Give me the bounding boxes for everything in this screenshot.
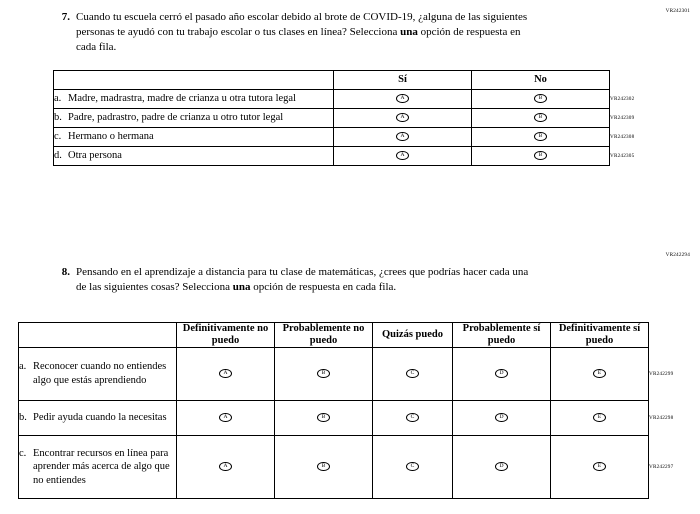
form-code-middle: VR242294 xyxy=(665,252,690,258)
radio-letter: D xyxy=(499,462,504,469)
table-row xyxy=(19,401,681,436)
question-8-text-part1: Pensando en el aprendizaje a distancia para tu clase de matemáticas, ¿crees que podrías hacer cada una de las siguientes cosas? Selecciona xyxy=(76,266,529,293)
radio-oval[interactable] xyxy=(406,369,419,379)
row-code-d: VR242305 xyxy=(610,147,646,166)
bubble-a-3[interactable] xyxy=(373,348,453,401)
row-letter-c: c. xyxy=(54,131,62,143)
radio-oval[interactable] xyxy=(317,369,330,379)
radio-letter: B xyxy=(321,462,326,469)
response-matrix-question-7 xyxy=(53,70,646,166)
question-8 xyxy=(52,265,532,295)
bubble-b-4[interactable] xyxy=(453,401,551,436)
bubble-d-si[interactable] xyxy=(334,147,472,166)
question-8-text-part2: opción de respuesta en cada fila. xyxy=(250,280,397,293)
bubble-b-no[interactable] xyxy=(472,109,610,128)
table-row xyxy=(54,128,646,147)
radio-oval[interactable] xyxy=(396,113,409,123)
column-header-quizas-puedo: Quizás puedo xyxy=(373,323,453,348)
bubble-b-1[interactable] xyxy=(177,401,275,436)
row-code-c: VR242297 xyxy=(649,436,681,499)
header-spacer xyxy=(54,71,334,90)
column-header-probablemente-si-puedo: Probablemente sí puedo xyxy=(453,323,551,348)
radio-oval[interactable] xyxy=(219,413,232,423)
radio-oval[interactable] xyxy=(593,462,606,472)
table-header-row xyxy=(19,323,681,348)
radio-letter: B xyxy=(538,132,543,139)
row-text-a: Madre, madrastra, madre de crianza u otra tutora legal xyxy=(68,93,296,105)
radio-letter: C xyxy=(410,369,415,376)
radio-letter: A xyxy=(400,94,405,101)
radio-oval[interactable] xyxy=(495,413,508,423)
row-code-c: VR242308 xyxy=(610,128,646,147)
radio-oval[interactable] xyxy=(534,132,547,142)
radio-oval[interactable] xyxy=(396,94,409,104)
table-row xyxy=(19,348,681,401)
bubble-c-4[interactable] xyxy=(453,436,551,499)
radio-oval[interactable] xyxy=(495,369,508,379)
bubble-b-2[interactable] xyxy=(275,401,373,436)
question-7-text-part2: opción de respuesta en cada fila. xyxy=(76,25,521,53)
radio-oval[interactable] xyxy=(406,462,419,472)
radio-oval[interactable] xyxy=(219,369,232,379)
column-header-no: No xyxy=(472,71,610,90)
radio-letter: B xyxy=(321,413,326,420)
radio-oval[interactable] xyxy=(317,413,330,423)
question-7-number: 7. xyxy=(61,11,70,23)
row-text-a: Reconocer cuando no entiendes algo que estás aprendiendo xyxy=(33,361,167,387)
code-column-spacer xyxy=(649,323,681,348)
question-7-text-emphasis: una xyxy=(400,25,418,38)
bubble-a-2[interactable] xyxy=(275,348,373,401)
radio-oval[interactable] xyxy=(593,369,606,379)
question-7-text xyxy=(76,10,532,55)
radio-letter: B xyxy=(538,113,543,120)
row-letter-b: b. xyxy=(54,112,62,124)
row-letter-c: c. xyxy=(19,447,27,459)
bubble-b-si[interactable] xyxy=(334,109,472,128)
table-header-row xyxy=(54,71,646,90)
header-spacer xyxy=(19,323,177,348)
table-row xyxy=(54,109,646,128)
radio-letter: E xyxy=(597,369,602,376)
response-matrix-question-8 xyxy=(18,322,681,499)
table-row xyxy=(19,436,681,499)
radio-letter: C xyxy=(410,462,415,469)
radio-oval[interactable] xyxy=(593,413,606,423)
bubble-b-5[interactable] xyxy=(551,401,649,436)
column-header-definitivamente-si-puedo: Definitivamente sí puedo xyxy=(551,323,649,348)
radio-oval[interactable] xyxy=(317,462,330,472)
question-8-number: 8. xyxy=(61,266,70,278)
row-code-a: VR242299 xyxy=(649,348,681,401)
bubble-c-1[interactable] xyxy=(177,436,275,499)
bubble-a-4[interactable] xyxy=(453,348,551,401)
bubble-c-2[interactable] xyxy=(275,436,373,499)
radio-oval[interactable] xyxy=(406,413,419,423)
row-label-c xyxy=(19,436,177,499)
bubble-c-si[interactable] xyxy=(334,128,472,147)
radio-oval[interactable] xyxy=(396,151,409,161)
radio-letter: A xyxy=(223,369,228,376)
row-label-d xyxy=(54,147,334,166)
radio-letter: B xyxy=(538,94,543,101)
bubble-a-1[interactable] xyxy=(177,348,275,401)
radio-letter: A xyxy=(400,113,405,120)
form-code-top: VR242301 xyxy=(665,8,690,14)
column-header-probablemente-no-puedo: Probablemente no puedo xyxy=(275,323,373,348)
row-text-b: Pedir ayuda cuando la necesitas xyxy=(33,412,167,424)
question-8-text xyxy=(76,265,532,295)
radio-oval[interactable] xyxy=(219,462,232,472)
radio-oval[interactable] xyxy=(396,132,409,142)
question-7-text-part1: Cuando tu escuela cerró el pasado año escolar debido al brote de COVID-19, ¿alguna de las siguientes personas te ayudó con tu trabajo escolar o tus clases en línea? Selecciona xyxy=(76,11,528,38)
code-column-spacer xyxy=(610,71,646,90)
radio-oval[interactable] xyxy=(495,462,508,472)
row-letter-b: b. xyxy=(19,412,27,424)
radio-letter: E xyxy=(597,462,602,469)
radio-letter: D xyxy=(499,369,504,376)
radio-oval[interactable] xyxy=(534,94,547,104)
radio-letter: A xyxy=(223,462,228,469)
row-letter-a: a. xyxy=(54,93,62,105)
column-header-si: Sí xyxy=(334,71,472,90)
radio-letter: A xyxy=(400,151,405,158)
bubble-c-3[interactable] xyxy=(373,436,453,499)
row-text-c: Hermano o hermana xyxy=(68,131,154,143)
bubble-b-3[interactable] xyxy=(373,401,453,436)
bubble-a-si[interactable] xyxy=(334,90,472,109)
question-7 xyxy=(52,10,532,55)
row-label-b xyxy=(54,109,334,128)
radio-letter: B xyxy=(321,369,326,376)
column-header-definitivamente-no-puedo: Definitivamente no puedo xyxy=(177,323,275,348)
row-text-d: Otra persona xyxy=(68,150,122,162)
row-code-b: VR242309 xyxy=(610,109,646,128)
bubble-a-5[interactable] xyxy=(551,348,649,401)
row-text-b: Padre, padrastro, padre de crianza u otro tutor legal xyxy=(68,112,284,124)
row-label-a xyxy=(54,90,334,109)
row-label-b xyxy=(19,401,177,436)
radio-oval[interactable] xyxy=(534,151,547,161)
row-code-b: VR242298 xyxy=(649,401,681,436)
radio-letter: E xyxy=(597,413,602,420)
row-letter-d: d. xyxy=(54,150,62,162)
question-8-text-emphasis: una xyxy=(232,280,251,293)
row-code-a: VR242302 xyxy=(610,90,646,109)
row-label-c xyxy=(54,128,334,147)
row-label-a xyxy=(19,348,177,401)
row-letter-a: a. xyxy=(19,361,27,373)
radio-letter: D xyxy=(499,413,504,420)
row-text-c: Encontrar recursos en línea para aprender más acerca de algo que no entiendes xyxy=(33,447,170,486)
radio-letter: C xyxy=(410,413,415,420)
table-row xyxy=(54,90,646,109)
radio-oval[interactable] xyxy=(534,113,547,123)
bubble-c-no[interactable] xyxy=(472,128,610,147)
radio-letter: A xyxy=(400,132,405,139)
table-row xyxy=(54,147,646,166)
radio-letter: A xyxy=(223,413,228,420)
bubble-a-no[interactable] xyxy=(472,90,610,109)
bubble-d-no[interactable] xyxy=(472,147,610,166)
radio-letter: B xyxy=(538,151,543,158)
bubble-c-5[interactable] xyxy=(551,436,649,499)
